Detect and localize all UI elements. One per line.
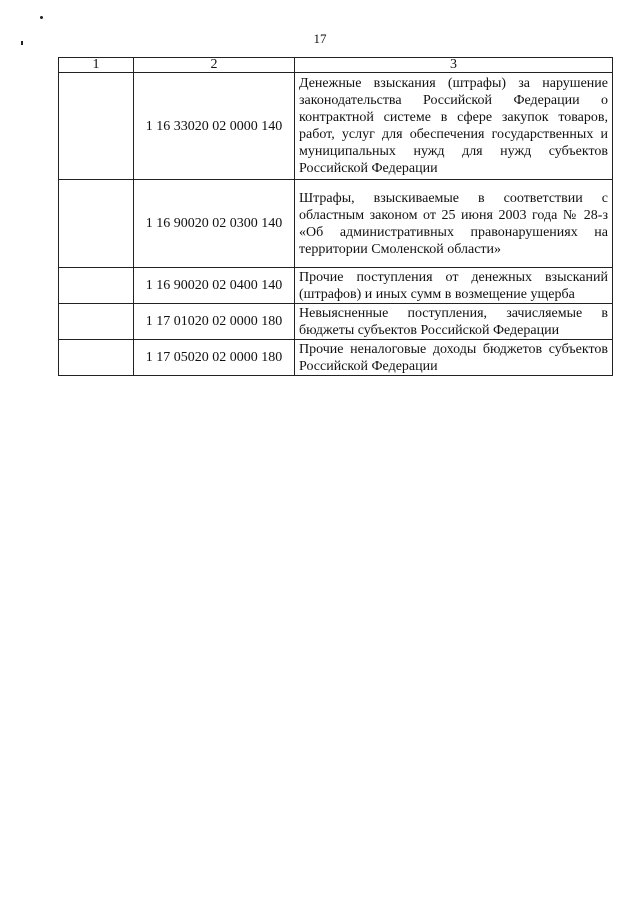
column-header-3: 3 — [295, 58, 613, 73]
revenue-code-cell: 1 16 33020 02 0000 140 — [134, 73, 295, 180]
table-row — [59, 340, 613, 376]
table-row — [59, 304, 613, 340]
row-number-cell — [59, 340, 134, 376]
revenue-description-cell: Штрафы, взыскиваемые в соответствии с областным законом от 25 июня 2003 года № 28-з «Об административных правонарушениях на территории Смоленской области» — [295, 180, 613, 268]
table-row — [59, 73, 613, 180]
revenue-description-cell: Невыясненные поступления, зачисляемые в бюджеты субъектов Российской Федерации — [295, 304, 613, 340]
revenue-description-cell: Прочие поступления от денежных взысканий (штрафов) и иных сумм в возмещение ущерба — [295, 268, 613, 304]
revenue-code-cell: 1 17 01020 02 0000 180 — [134, 304, 295, 340]
page-number: 17 — [313, 31, 327, 46]
table-header-row — [59, 58, 613, 73]
row-number-cell — [59, 180, 134, 268]
revenue-code-cell: 1 16 90020 02 0300 140 — [134, 180, 295, 268]
revenue-code-cell: 1 17 05020 02 0000 180 — [134, 340, 295, 376]
table-row — [59, 268, 613, 304]
revenue-code-cell: 1 16 90020 02 0400 140 — [134, 268, 295, 304]
revenue-description-cell: Прочие неналоговые доходы бюджетов субъектов Российской Федерации — [295, 340, 613, 376]
row-number-cell — [59, 268, 134, 304]
column-header-1: 1 — [59, 58, 134, 73]
column-header-2: 2 — [134, 58, 295, 73]
revenue-codes-table — [58, 57, 613, 376]
table-row — [59, 180, 613, 268]
row-number-cell — [59, 73, 134, 180]
scan-speck — [40, 16, 43, 19]
revenue-description-cell: Денежные взыскания (штрафы) за нарушение законодательства Российской Федерации о контрактной системе в сфере закупок товаров, работ, услуг для обеспечения государственных и муниципальных нужд для нужд субъектов Российской Федерации — [295, 73, 613, 180]
row-number-cell — [59, 304, 134, 340]
